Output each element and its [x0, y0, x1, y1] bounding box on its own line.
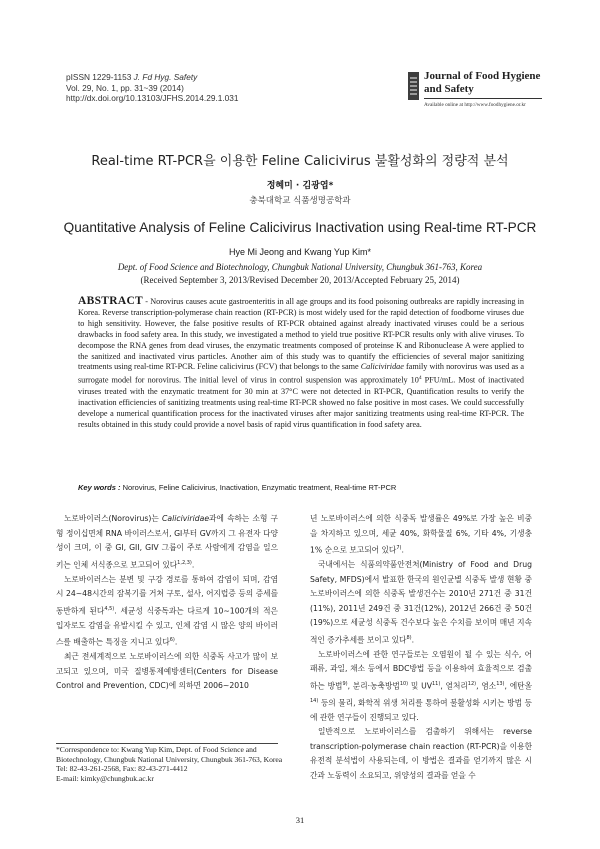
- divider: [424, 98, 542, 99]
- footnote-line: *Correspondence to: Kwang Yup Kim, Dept. of Food Science and Biotechnology, Chungbuk National University, Chungbuk 361-763, Korea: [56, 745, 283, 764]
- paragraph: 국내에서는 식품의약품안전처(Ministry of Food and Drug Safety, MFDS)에서 발표한 한국의 원인균별 식중독 발생 현황 중 노로바이러스에 의한 식중독 발생건수는 2010년 271건 중 31건(11%), 2011년 249건 중 31건(12%), 2012년 266건 중 50건(19%)으로 세균성 식중독 건수보다 높은 수치를 보이며 매년 지속적인 증가추세를 보이고 있다$^{8)}$.: [310, 560, 532, 645]
- issn: pISSN 1229-1153: [66, 72, 134, 82]
- citation: 12): [467, 680, 477, 687]
- journal-name: [424, 70, 540, 96]
- journal-logo-icon: [408, 72, 419, 100]
- citation: 10): [399, 680, 409, 687]
- abstract: [78, 296, 524, 431]
- text: 국내에서는 식품의약품안전처(Ministry of Food and Drug Safety, MFDS)에서 발표한 한국의 원인균별 식중독 발생 현황 중 노로바이러스에 의한 식중독 발생건수는 2010년 271건 중 31건(11%), 2011년 249건 중 31건(12%), 2012년 266건 중 50건(19%)으로 세균성 식중독 건수보다 높은 수치를 보이며 매년 지속적인 증가추세를 보이고 있다: [310, 560, 532, 645]
- english-authors: Hye Mi Jeong and Kwang Yup Kim*: [229, 247, 371, 257]
- journal-abbrev: J. Fd Hyg. Safety: [133, 72, 198, 82]
- paragraph: [310, 648, 532, 726]
- footnote-email[interactable]: E-mail: kimky@chungbuk.ac.kr: [56, 773, 154, 783]
- text: 등의 물리, 화학적 위생 처리를 통하여 불활성화 시키는 방법 등에 관한 연구들이 진행되고 있다.: [310, 698, 532, 722]
- paragraph: 일반적으로 노로바이러스를 검출하기 위해서는 reverse transcription-polymerase chain reaction (RT-PCR)을 이용한 유전적 분석법이 사용되는데, 이 방법은 결과를 얻기까지 많은 시간과 노동력이 소요되고, 위양성의 결과를 얻을 수: [310, 727, 532, 780]
- text: 및 UV: [408, 681, 432, 691]
- journal-name-line2: and Safety: [424, 83, 474, 95]
- citation: 8): [406, 634, 412, 641]
- journal-citation-block: [66, 72, 239, 104]
- footnote-line: Tel: 82-43-261-2568, Fax: 82-43-271-4412: [56, 764, 188, 774]
- abstract-label: ABSTRACT: [78, 295, 144, 307]
- citation: 13): [496, 680, 505, 687]
- citation: 7): [396, 545, 402, 551]
- footnote-divider: [56, 743, 278, 744]
- body-left-column: [56, 512, 278, 694]
- text: 노로바이러스에 관한 연구들로는 오염원이 될 수 있는 식수, 어패류, 과일, 채소 등에서 BDC방법 등을 이용하여 효율적으로 검출하는 방법: [310, 649, 532, 691]
- journal-name-line1: Journal of Food Hygiene: [424, 70, 541, 82]
- page-number: 31: [295, 815, 305, 825]
- journal-logo-block: [408, 64, 541, 124]
- abstract-text-3: PFU/mL. Most of inactivated viruses treated with the enzymatic treatment for 30 min at 37°C were not detected in RT-PCR, Quantification results to verify the inactivation efficiencies of sanitizing treatments using real-time RT-PCR showed no false positive in most cases. We could successfully develope a numerical quantification process for the inactivated viruses after major sanitizing treatments using real-time RT-PCR. The results obtained in this study could provide a novel basis of rapid virus quantification in food safety area.: [78, 376, 524, 429]
- body-right-column: [310, 512, 532, 783]
- volume-info: Vol. 29, No. 1, pp. 31~39 (2014): [66, 82, 184, 93]
- paragraph: 최근 전세계적으로 노로바이러스에 의한 식중독 사고가 많이 보고되고 있으며, 미국 질병통제예방센터(Centers for Disease Control and Prevention, CDC)에 의하면 2006~2010: [56, 652, 278, 691]
- citation: 4,5): [104, 605, 115, 612]
- citation: 1,2,3): [177, 559, 192, 566]
- keywords-text: Norovirus, Feline Calicivirus, Inactivation, Enzymatic treatment, Real-time RT-PCR: [122, 483, 397, 492]
- text: 년 노로바이러스에 의한 식중독 발생률은 49%로 가장 높은 비중을 차지하고 있으며, 세균 40%, 화학물질 6%, 기타 4%, 기생충 1% 순으로 보고되어 있다: [310, 514, 532, 555]
- text: 노로바이러스(Norovirus)는: [64, 514, 163, 523]
- paragraph: 노로바이러스(Norovirus)는 Caliciviridae과에 속하는 소형 구형 정이십면체 RNA 바이러스로서, GI부터 GV까지 그 유전자 다양성이 크며, 이 중 GI, GII, GIV 그룹이 주로 사람에게 감염을 일으키는 인체 서식종으로 보고되어 있다$^{1,2,3)}$.: [56, 514, 278, 570]
- journal-url[interactable]: Available online at http://www.foodhygiene.or.kr: [424, 102, 526, 108]
- correspondence-footnote: [56, 745, 286, 783]
- citation: 6): [169, 637, 175, 644]
- abstract-family-name: Caliciviridae: [360, 362, 404, 372]
- citation: 11): [431, 680, 441, 687]
- citation: 14): [310, 697, 319, 704]
- korean-affiliation: 충북대학교 식품생명공학과: [249, 196, 351, 206]
- korean-title: Real-time RT-PCR을 이용한 Feline Calicivirus 불활성화의 정량적 분석: [91, 154, 509, 169]
- keywords: [78, 483, 524, 492]
- text: . 세균성 식중독과는 다르게 10~100개의 적은 입자로도 감염을 유발시킬 수 있고, 인체 감염 시 많은 양의 바이러스를 배출하는 특징을 지니고 있다: [56, 606, 278, 647]
- text: , 열처리: [440, 681, 468, 691]
- text: , 분리·농축방법: [347, 681, 400, 691]
- citation: 9): [342, 680, 348, 687]
- abstract-text-2: family with norovirus was used as a surrogate model for norovirus. The initial level of virus in control suspension was approximately 10: [78, 362, 524, 386]
- doi-link[interactable]: http://dx.doi.org/10.13103/JFHS.2014.29.1.031: [66, 93, 239, 104]
- submission-dates: (Received September 3, 2013/Revised December 20, 2013/Accepted February 25, 2014): [140, 275, 460, 285]
- text: 과에 속하는 소형 구형 정이십면체 RNA 바이러스로서, GI부터 GV까지 그 유전자 다양성이 크며, 이 중 GI, GII, GIV 그룹이 주로 사람에게 감염을 일으키는 인체 서식종으로 보고되어 있다: [56, 514, 278, 570]
- text: 노로바이러스는 분변 및 구강 경로를 통하여 감염이 되며, 감염 시 24~48시간의 잠복기를 거쳐 구토, 설사, 어지럽증 등의 증세를 동반하게 된다: [56, 574, 278, 616]
- english-affiliation: Dept. of Food Science and Biotechnology, Chungbuk National University, Chungbuk 361-763, Korea: [117, 262, 483, 272]
- keywords-label: Key words :: [78, 483, 123, 492]
- english-title: Quantitative Analysis of Feline Calicivirus Inactivation using Real-time RT-PCR: [63, 220, 537, 235]
- abstract-text-1: - Norovirus causes acute gastroenteritis in all age groups and its food poisoning outbreaks are rapidly increasing in Korea. Reverse transcription-polymerase chain reaction (RT-PCR) is most widely used for the rapid detection of foodborne viruses due to high sensitivity. However, the false positive results of RT-PCR obtained against already inactivated viruses could be a serious drawbacks in food safety area. In this study, we investigated a method to yield true positive RT-PCR results only with alive viruses. To decompose the RNA genes from dead viruses, the enzymatic treatments composed of proteinse K and Ribonuclease A were applied to the sanitized and inactivated virus particles. Another aim of this study was to quantify the efficiencies of several major sanitizing treatments using real-time RT-PCR. Feline calicivirus (FCV) that belongs to the same: [78, 297, 524, 372]
- paragraph: 년 노로바이러스에 의한 식중독 발생률은 49%로 가장 높은 비중을 차지하고 있으며, 세균 40%, 화학물질 6%, 기타 4%, 기생충 1% 순으로 보고되어 있다$^{7)}$.: [310, 514, 532, 555]
- paragraph: 노로바이러스는 분변 및 구강 경로를 통하여 감염이 되며, 감염 시 24~48시간의 잠복기를 거쳐 구토, 설사, 어지럽증 등의 증세를 동반하게 된다$^{4,5)}$. 세균성 식중독과는 다르게 10~100개의 적은 입자로도 감염을 유발시킬 수 있고, 인체 감염 시 많은 양의 바이러스를 배출하는 특징을 지니고 있다$^{6)}$.: [56, 574, 278, 647]
- text-italic: Caliciviridae: [162, 514, 210, 523]
- korean-authors: 정혜미 · 김광엽*: [266, 181, 334, 191]
- text: , 에탄올: [504, 681, 532, 691]
- text: , 염소: [476, 681, 497, 691]
- abstract-superscript: 4: [418, 375, 422, 382]
